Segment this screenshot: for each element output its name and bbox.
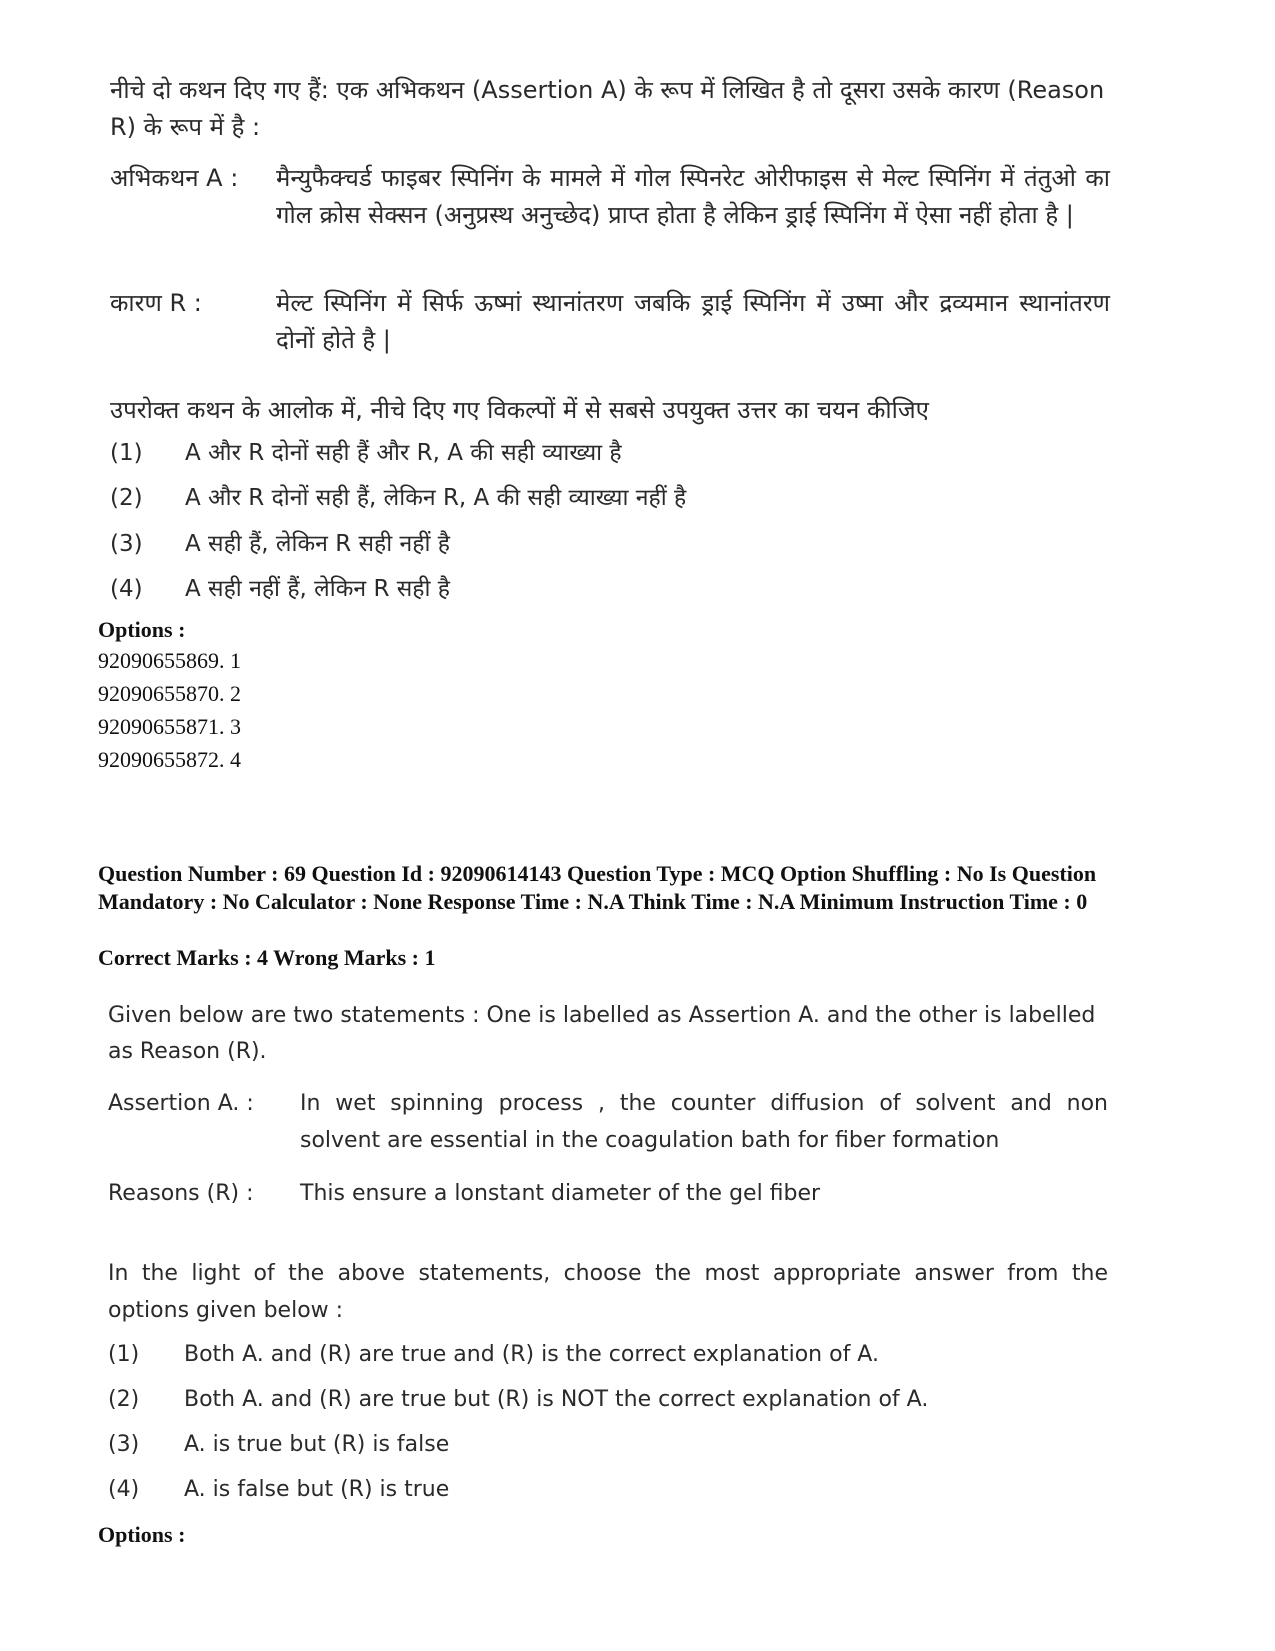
hindi-choice-text: A सही नहीं हैं, लेकिन R सही है [185, 576, 450, 602]
hindi-choice [110, 527, 450, 561]
english-choice-number: (4) [108, 1477, 140, 1502]
english-reason-label: Reasons (R) : [108, 1181, 254, 1206]
english-reason [108, 1175, 1108, 1212]
hindi-assertion-label: अभिकथन A : [110, 164, 239, 192]
hindi-reason-label: कारण R : [110, 289, 202, 317]
english-assertion-text: In wet spinning process , the counter diffusion of solvent and non solvent are essential in the coagulation bath for fiber formation [300, 1091, 1108, 1153]
english-choice [108, 1339, 879, 1371]
english-lead: In the light of the above statements, choose the most appropriate answer from the options given below : [108, 1261, 1108, 1323]
hindi-assertion-text: मैन्युफैक्चर्ड फाइबर स्पिनिंग के मामले में गोल स्पिनरेट ओरीफाइस से मेल्ट स्पिनिंग में तंतुओ का गोल क्रोस सेक्सन (अनुप्रस्थ अनुच्छेद) प्राप्त होता है लेकिन ड्राई स्पिनिंग में ऐसा नहीं होता है | [276, 164, 1110, 229]
hindi-assertion [110, 160, 1110, 234]
option-id-line: 92090655869. 1 [98, 648, 241, 673]
english-choice [108, 1429, 449, 1461]
hindi-lead: उपरोक्त कथन के आलोक में, नीचे दिए गए विकल्पों में से सबसे उपयुक्त उत्तर का चयन कीजिए [110, 396, 929, 424]
options-heading: Options : [98, 1522, 186, 1547]
english-choice-number: (3) [108, 1432, 140, 1457]
english-choice-text: Both A. and (R) are true and (R) is the correct explanation of A. [184, 1342, 879, 1367]
hindi-reason [110, 285, 1110, 359]
options-heading: Options : [98, 617, 186, 642]
hindi-choice-text: A और R दोनों सही हैं, लेकिन R, A की सही व्याख्या नहीं है [185, 485, 687, 511]
hindi-choice [110, 572, 450, 606]
english-choice [108, 1474, 449, 1506]
english-intro: Given below are two statements : One is labelled as Assertion A. and the other is labelled as Reason (R). [108, 1003, 1096, 1064]
english-choice-text: A. is true but (R) is false [184, 1432, 450, 1457]
hindi-choice-text: A और R दोनों सही हैं और R, A की सही व्याख्या है [185, 440, 622, 466]
hindi-choice [110, 481, 686, 515]
hindi-choice-number: (4) [110, 576, 143, 602]
english-choice-number: (1) [108, 1342, 140, 1367]
hindi-reason-text: मेल्ट स्पिनिंग में सिर्फ ऊष्मां स्थानांतरण जबकि ड्राई स्पिनिंग में उष्मा और द्रव्यमान स्थानांतरण दोनों होते है | [276, 289, 1110, 354]
english-choice [108, 1384, 928, 1416]
option-id-line: 92090655870. 2 [98, 681, 241, 706]
hindi-choice-number: (2) [110, 485, 143, 511]
hindi-choice-number: (1) [110, 440, 143, 466]
english-assertion [108, 1085, 1108, 1159]
english-choice-number: (2) [108, 1387, 140, 1412]
hindi-choice-text: A सही हैं, लेकिन R सही नहीं है [185, 531, 450, 557]
option-id-line: 92090655872. 4 [98, 747, 241, 772]
question-meta: Question Number : 69 Question Id : 92090614143 Question Type : MCQ Option Shuffling : No Is Question Mandatory : No Calculator : None Response Time : N.A Think Time : N.A Minimum Instruction Time : 0 [98, 861, 1097, 914]
english-assertion-label: Assertion A. : [108, 1091, 254, 1116]
english-choice-text: A. is false but (R) is true [184, 1477, 450, 1502]
marks-line: Correct Marks : 4 Wrong Marks : 1 [98, 945, 436, 970]
english-choice-text: Both A. and (R) are true but (R) is NOT the correct explanation of A. [184, 1387, 929, 1412]
hindi-choice [110, 436, 622, 470]
hindi-intro: नीचे दो कथन दिए गए हैं: एक अभिकथन (Assertion A) के रूप में लिखित है तो दूसरा उसके कारण (Reason R) के रूप में है : [110, 76, 1105, 141]
option-id-line: 92090655871. 3 [98, 714, 241, 739]
english-reason-text: This ensure a lonstant diameter of the gel fiber [300, 1181, 821, 1206]
hindi-choice-number: (3) [110, 531, 143, 557]
